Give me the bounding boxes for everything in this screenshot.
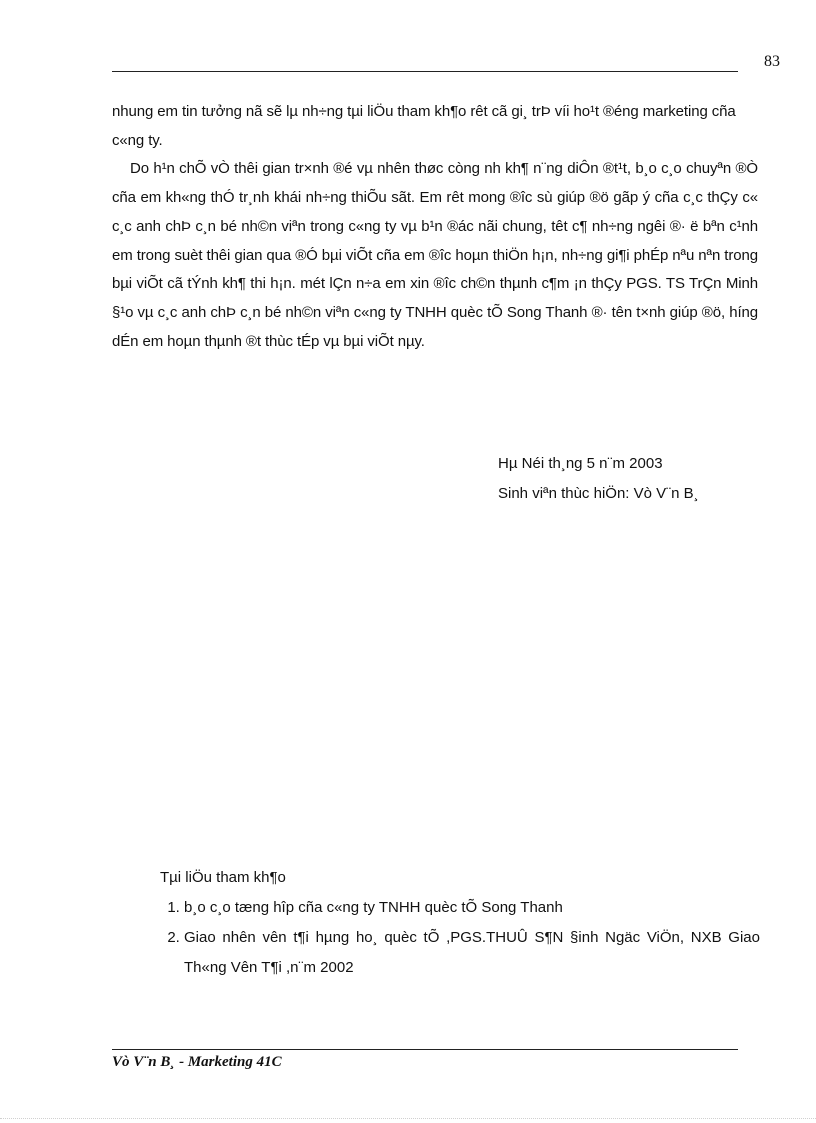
page-number: 83 [764, 53, 780, 70]
header-divider [112, 71, 738, 72]
reference-item: 1. b¸o c¸o tæng hîp cña c«ng ty TNHH quèc tÕ Song Thanh [184, 893, 760, 923]
footer-divider [112, 1049, 738, 1050]
signature-author: Sinh viªn thùc hiÖn: Vò V¨n B¸ [498, 485, 699, 502]
body-paragraph-2: Do h¹n chÕ vÒ thêi gian tr×nh ®é vµ nhên thøc còng nh kh¶ n¨ng diÔn ®t¹t, b¸o c¸o chuyªn ®Ò cña em kh«ng thÓ tr¸nh khái nh÷ng thiÕu sãt. Em rêt mong ®îc sù giúp ®ö gãp ý cña c¸c thÇy c« c¸c anh chÞ c¸n bé nh©n viªn trong c«ng ty vµ b¹n ®ác nãi chung, têt c¶ nh÷ng ngêi ®· ë bªn c¹nh em trong suèt thêi gian qua ®Ó bµi viÕt cña em ®îc hoµn thiÖn h¡n, nh÷ng gi¶i phÉp nªu nªn trong bµi viÕt cã tÝnh kh¶ thi h¡n. mét lÇn n÷a em xin ®îc ch©n thµnh c¶m ¡n thÇy PGS. TS TrÇn Minh §¹o vµ c¸c anh chÞ c¸n bé nh©n viªn c«ng ty TNHH quèc tÕ Song Thanh ®· tên t×nh giúp ®ö, híng dÉn em hoµn thµnh ®t thùc tÉp vµ bµi viÕt nµy. [112, 160, 758, 350]
signature-block [498, 449, 699, 509]
references-title: Tµi liÖu tham kh¶o [160, 869, 286, 886]
body-text [112, 98, 758, 356]
references-list [160, 893, 760, 983]
references-section [160, 863, 760, 983]
signature-date: Hµ Néi th¸ng 5 n¨m 2003 [498, 455, 663, 472]
reference-item: 2. Giao nhên vên t¶i hµng ho¸ quèc tÕ ,PGS.THUÛ S¶N §inh Ngäc ViÖn, NXB Giao Th«ng Vên T¶i ,n¨m 2002 [184, 923, 760, 983]
page-bottom-border [0, 1118, 816, 1119]
footer-text: Vò V¨n B¸ - Marketing 41C [112, 1054, 282, 1070]
body-paragraph-1: nhung em tin tưởng nã sẽ lµ nh÷ng tµi liÖu tham kh¶o rêt cã gi¸ trÞ víi ho¹t ®éng marketing cña c«ng ty. [112, 103, 736, 149]
